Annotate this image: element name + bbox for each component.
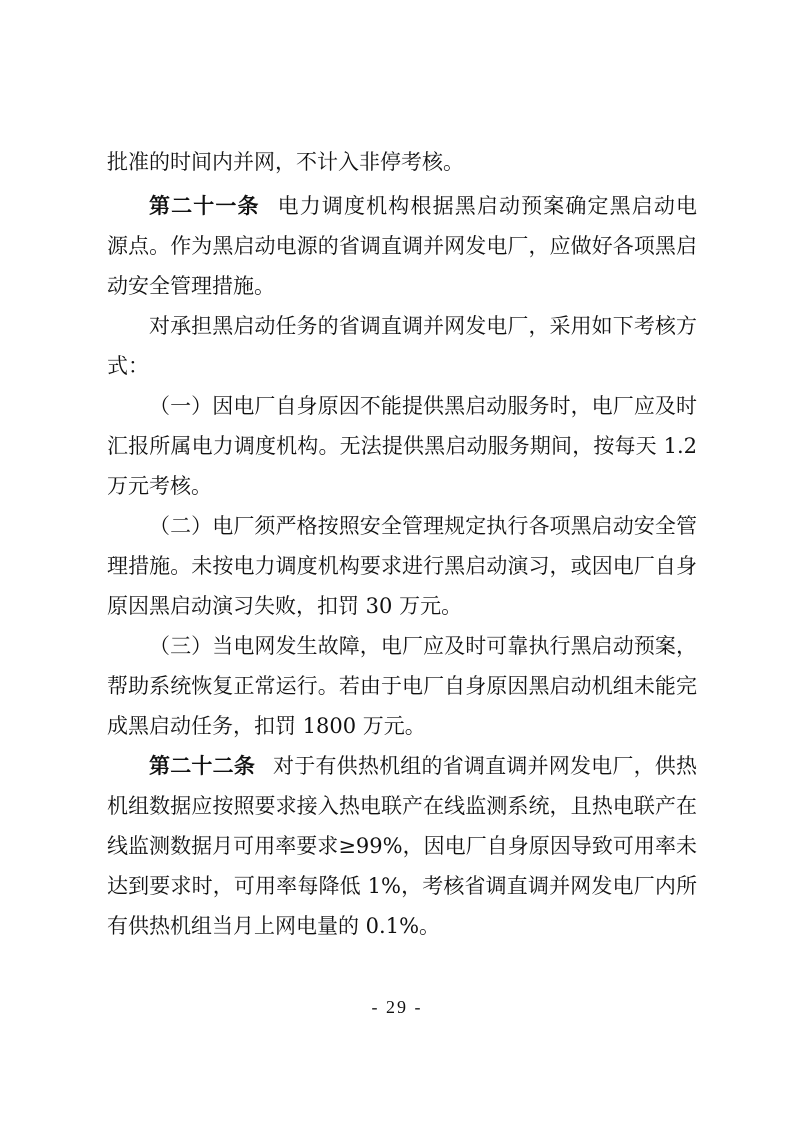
article-22-text: 对于有供热机组的省调直调并网发电厂，供热 [273, 754, 698, 778]
paragraph-line: 成黑启动任务，扣罚 1800 万元。 [107, 714, 426, 738]
article-22-heading-line [149, 746, 697, 786]
paragraph-line: 对承担黑启动任务的省调直调并网发电厂，采用如下考核方 [149, 314, 697, 338]
page-number: - 29 - [371, 997, 423, 1017]
paragraph-line: 线监测数据月可用率要求≥99%，因电厂自身原因导致可用率未 [107, 834, 697, 858]
paragraph-line: 理措施。未按电力调度机构要求进行黑启动演习，或因电厂自身 [107, 554, 697, 578]
paragraph-line: 有供热机组当月上网电量的 0.1%。 [107, 914, 441, 938]
paragraph-line: （三）当电网发生故障，电厂应及时可靠执行黑启动预案， [149, 634, 697, 658]
paragraph-line: （二）电厂须严格按照安全管理规定执行各项黑启动安全管 [149, 514, 697, 538]
paragraph-line: 式： [107, 354, 149, 378]
paragraph-line: 万元考核。 [107, 474, 212, 498]
paragraph-line: 汇报所属电力调度机构。无法提供黑启动服务期间，按每天 1.2 [107, 434, 697, 458]
article-22-label: 第二十二条 [149, 754, 256, 778]
paragraph-line: 原因黑启动演习失败，扣罚 30 万元。 [107, 594, 463, 618]
article-21-heading-line [149, 186, 697, 226]
article-21-label: 第二十一条 [149, 194, 260, 218]
paragraph-line: （一）因电厂自身原因不能提供黑启动服务时，电厂应及时 [149, 394, 697, 418]
paragraph-line: 机组数据应按照要求接入热电联产在线监测系统，且热电联产在 [107, 794, 697, 818]
paragraph-line: 动安全管理措施。 [107, 274, 275, 298]
paragraph-line: 批准的时间内并网，不计入非停考核。 [107, 150, 464, 174]
paragraph-line: 源点。作为黑启动电源的省调直调并网发电厂，应做好各项黑启 [107, 234, 697, 258]
paragraph-line: 帮助系统恢复正常运行。若由于电厂自身原因黑启动机组未能完 [107, 674, 697, 698]
paragraph-line: 达到要求时，可用率每降低 1%，考核省调直调并网发电厂内所 [107, 874, 697, 898]
article-21-text: 电力调度机构根据黑启动预案确定黑启动电 [277, 194, 698, 218]
